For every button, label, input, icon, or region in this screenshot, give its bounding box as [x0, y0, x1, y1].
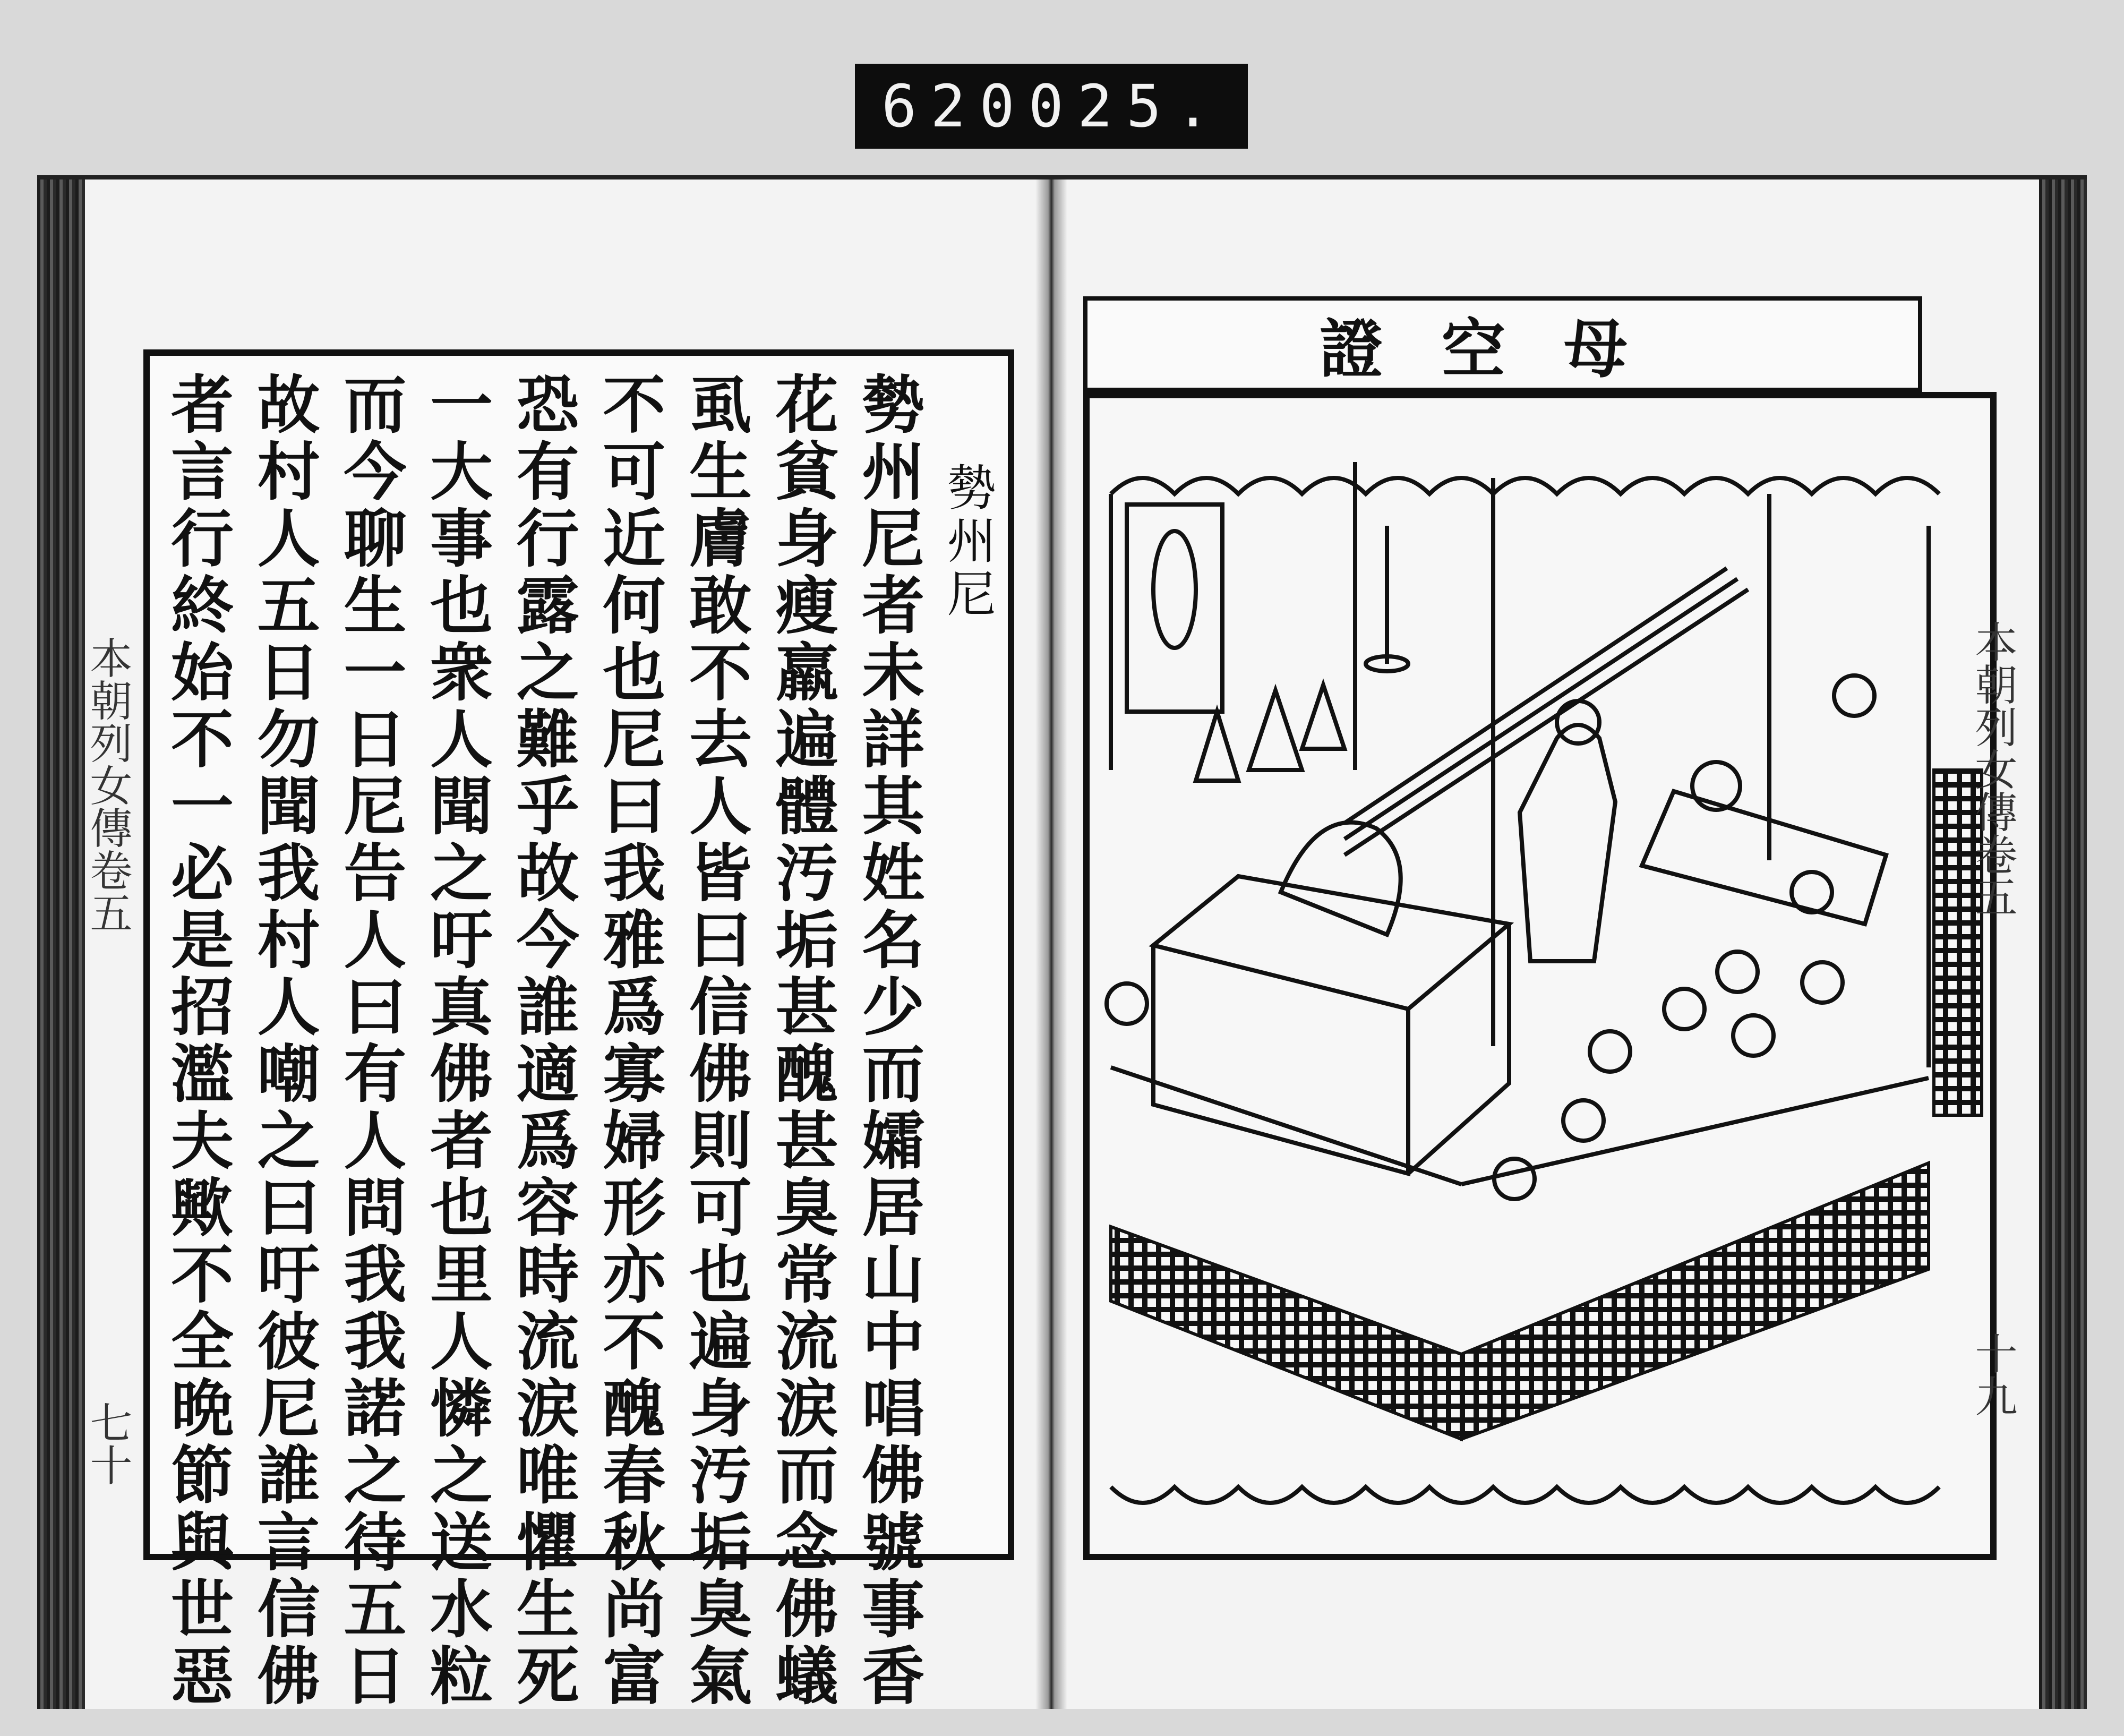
section-heading: 勢州尼 [939, 462, 996, 621]
scroll-figure [1153, 531, 1196, 648]
text-column: 恐有行露之難乎故今誰適爲容時流涙唯懼生死 [506, 372, 580, 1710]
cloud-top [1111, 478, 1939, 494]
page-number-right: 十九 [1968, 1332, 2017, 1417]
right-page-margin [1965, 620, 2023, 1417]
text-frame [143, 349, 1014, 1710]
illustration-drawing [1090, 398, 1990, 1554]
text-column: 而今聊生一日尼告人曰有人問我我諾之待五日 [333, 372, 407, 1710]
monk-head [1802, 962, 1843, 1003]
monk-head [1792, 872, 1832, 912]
text-column: 虱生膚敢不去人皆曰信佛則可也遍身汚垢臭氣 [678, 372, 752, 1710]
cloud-bottom [1111, 1487, 1939, 1503]
right-page [1067, 179, 2039, 1709]
monk-head [1664, 989, 1705, 1029]
offering-pile [1302, 685, 1344, 749]
priest-head [1557, 701, 1599, 743]
bedding [1642, 791, 1886, 924]
book-spread [37, 175, 2087, 1709]
beam [1344, 589, 1748, 855]
text-column: 者言行終始不一必是招濫夫歟不全晩節與世惡 [160, 372, 234, 1710]
woodblock-illustration [1083, 392, 1997, 1560]
text-column: 花貧身瘦羸遍體汚垢甚醜甚臭常流涙而念佛蟻 [765, 372, 839, 1710]
illustration-title-box [1083, 296, 1922, 392]
monk-head [1590, 1031, 1630, 1072]
text-column: 故村人五日勿聞我村人嘲之曰吁彼尼誰言信佛 [246, 372, 321, 1710]
film-number-right: 025. [1028, 72, 1224, 140]
lattice-panel-left [1111, 1227, 1461, 1439]
beam [1344, 579, 1737, 839]
text-columns [160, 372, 996, 1710]
margin-title-left: 本朝列女傳卷五 [83, 636, 132, 934]
left-page [85, 179, 1035, 1709]
text-column: 不可近何也尼曰我雅爲寡婦形亦不醜春秋尚富 [592, 372, 666, 1710]
monk-head [1563, 1100, 1604, 1141]
text-column: 勢州尼者未詳其姓名少而孀居山中唱佛號事香 [851, 372, 926, 1710]
film-number-left: 620 [881, 72, 1029, 140]
illustration-title: 證空母 [1320, 312, 1686, 387]
priest-figure [1520, 725, 1615, 961]
page-edges-right [2039, 179, 2087, 1709]
monk-head [1717, 952, 1758, 992]
kneeling-figure [1281, 823, 1401, 935]
offering-pile [1196, 712, 1238, 781]
monk-head [1494, 1159, 1535, 1199]
altar-top [1153, 876, 1509, 1009]
margin-title-right: 本朝列女傳卷五 [1968, 620, 2017, 918]
film-label [855, 64, 1248, 149]
monk-head [1834, 675, 1874, 716]
monk-head [1733, 1015, 1774, 1056]
hanging-scroll [1127, 504, 1222, 712]
monk-head [1107, 984, 1147, 1024]
left-page-margin [83, 636, 138, 1486]
offering-pile [1249, 690, 1302, 770]
altar-side [1153, 945, 1408, 1174]
book-gutter [1035, 179, 1067, 1709]
page-number-left: 七十 [83, 1401, 132, 1486]
text-column: 一大事也衆人聞之吁真佛者也里人憐之送水粒 [419, 372, 493, 1710]
lattice-panel-right [1461, 1163, 1929, 1439]
